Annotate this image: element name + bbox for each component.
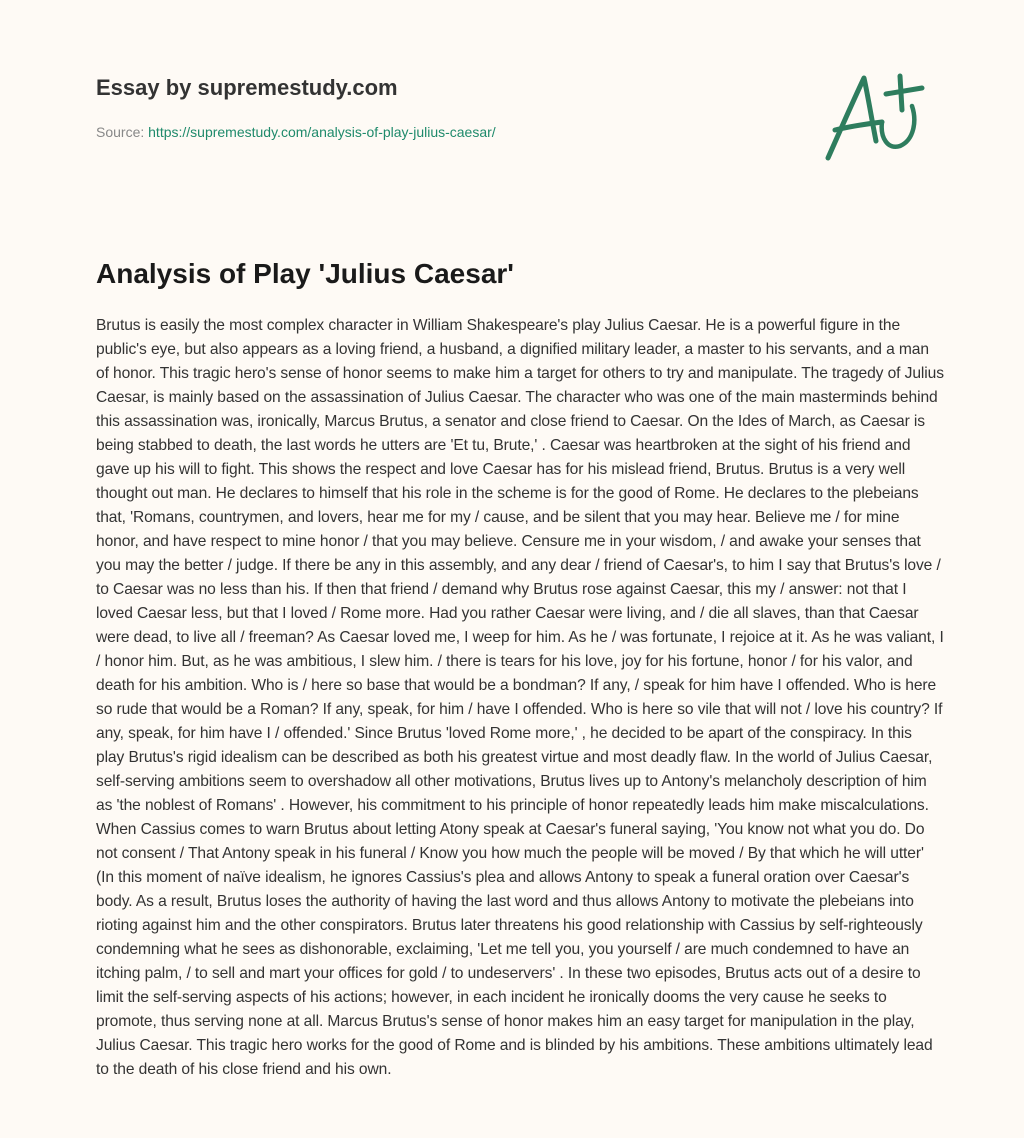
source-line [96, 123, 796, 141]
a-plus-grade-icon [820, 66, 930, 166]
source-label: Source: [96, 124, 145, 140]
source-link[interactable]: https://supremestudy.com/analysis-of-play-julius-caesar/ [148, 124, 496, 140]
site-title: Essay by supremestudy.com [96, 75, 398, 100]
essay-title: Analysis of Play 'Julius Caesar' [96, 258, 514, 289]
page-header [96, 72, 796, 141]
essay-body: Brutus is easily the most complex character in William Shakespeare's play Julius Caesar. He is a powerful figure in the public's eye, but also appears as a loving friend, a husband, a dignified military leader, a master to his servants, and a man of honor. This tragic hero's sense of honor seems to make him a target for others to try and manipulate. The tragedy of Julius Caesar, is mainly based on the assassination of Julius Caesar. The character who was one of the main masterminds behind this assassination was, ironically, Marcus Brutus, a senator and close friend to Caesar. On the Ides of March, as Caesar is being stabbed to death, the last words he utters are 'Et tu, Brute,' . Caesar was heartbroken at the sight of his friend and gave up his will to fight. This shows the respect and love Caesar has for his mislead friend, Brutus. Brutus is a very well thought out man. He declares to himself that his role in the scheme is for the good of Rome. He declares to the plebeians that, 'Romans, countrymen, and lovers, hear me for my / cause, and be silent that you may hear. Believe me / for mine honor, and have respect to mine honor / that you may believe. Censure me in your wisdom, / and awake your senses that you may the better / judge. If there be any in this assembly, and any dear / friend of Caesar's, to him I say that Brutus's love / to Caesar was no less than his. If then that friend / demand why Brutus rose against Caesar, this my / answer: not that I loved Caesar less, but that I loved / Rome more. Had you rather Caesar were living, and / die all slaves, than that Caesar were dead, to live all / freeman? As Caesar loved me, I weep for him. As he / was fortunate, I rejoice at it. As he was valiant, I / honor him. But, as he was ambitious, I slew him. / there is tears for his love, joy for his fortune, honor / for his valor, and death for his ambition. Who is / here so base that would be a bondman? If any, / speak for him have I offended. Who is here so rude that would be a Roman? If any, speak, for him / have I offended. Who is here so vile that will not / love his country? If any, speak, for him have I / offended.' Since Brutus 'loved Rome more,' , he decided to be apart of the conspiracy. In this play Brutus's rigid idealism can be described as both his greatest virtue and most deadly flaw. In the world of Julius Caesar, self-serving ambitions seem to overshadow all other motivations, Brutus lives up to Antony's melancholy description of him as 'the noblest of Romans' . However, his commitment to his principle of honor repeatedly leads him make miscalculations. When Cassius comes to warn Brutus about letting Atony speak at Caesar's funeral saying, 'You know not what you do. Do not consent / That Antony speak in his funeral / Know you how much the people will be moved / By that which he will utter' (In this moment of naïve idealism, he ignores Cassius's plea and allows Antony to speak a funeral oration over Caesar's body. As a result, Brutus loses the authority of having the last word and thus allows Antony to motivate the plebeians into rioting against him and the other conspirators. Brutus later threatens his good relationship with Cassius by self-righteously condemning what he sees as dishonorable, exclaiming, 'Let me tell you, you yourself / are much condemned to have an itching palm, / to sell and mart your offices for gold / to undeservers' . In these two episodes, Brutus acts out of a desire to limit the self-serving aspects of his actions; however, in each incident he ironically dooms the very cause he seeks to promote, thus serving none at all. Marcus Brutus's sense of honor makes him an easy target for manipulation in the play, Julius Caesar. This tragic hero works for the good of Rome and is blinded by his ambitions. These ambitions ultimately lead to the death of his close friend and his own. [96, 317, 944, 1078]
